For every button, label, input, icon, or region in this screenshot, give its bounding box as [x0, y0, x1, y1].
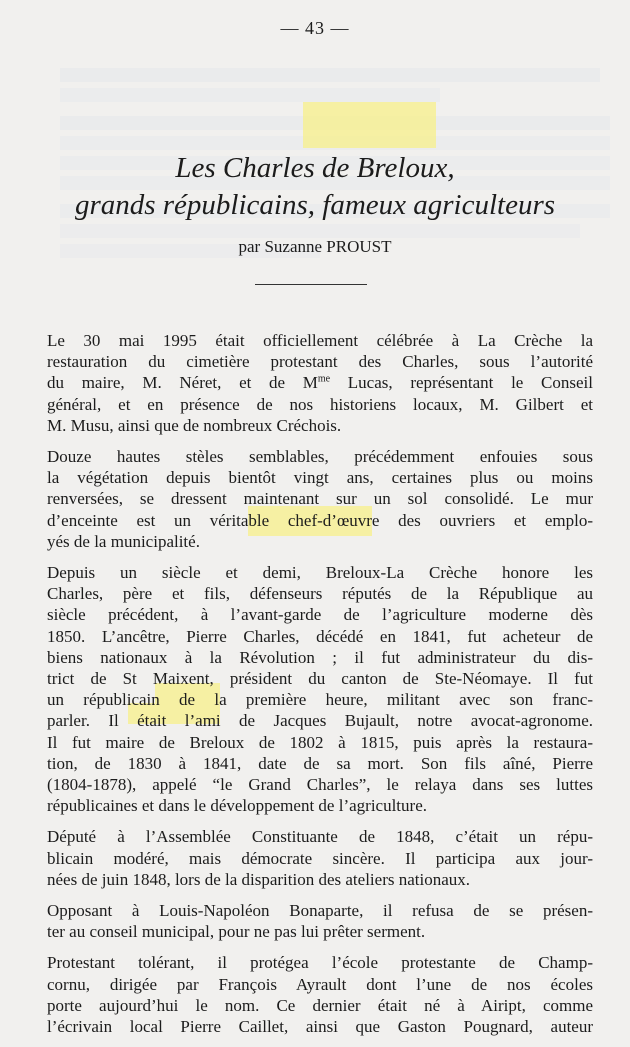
- title-divider: [255, 284, 367, 285]
- text-line: blicain modéré, mais démocrate sincère. Il participa aux jour-: [47, 848, 593, 868]
- text-line: Protestant tolérant, il protégea l’école protestante de Champ-: [47, 953, 593, 973]
- text-line: Opposant à Louis-Napoléon Bonaparte, il refusa de se présen-: [47, 901, 593, 921]
- text-line: l’écrivain local Pierre Caillet, ainsi que Gaston Pougnard, auteur: [47, 1017, 593, 1037]
- superscript: me: [317, 373, 331, 385]
- paragraph: [47, 446, 593, 552]
- text-line: ter au conseil municipal, pour ne pas lui prêter serment.: [47, 922, 426, 942]
- text-fragment: du maire, M. Néret, et de M: [47, 373, 318, 393]
- text-line: 1850. L’ancêtre, Pierre Charles, décédé en 1841, fut acheteur de: [47, 626, 593, 646]
- text-line: biens nationaux à la Révolution ; il fut administrateur du dis-: [47, 647, 593, 667]
- paragraph: [47, 952, 593, 1037]
- text-fragment: Lucas, représentant le Conseil: [330, 373, 593, 393]
- paragraph: [47, 900, 593, 942]
- paragraph: [47, 562, 593, 816]
- text-line: Le 30 mai 1995 était officiellement célébrée à La Crèche la: [47, 331, 593, 350]
- paragraph: [47, 826, 593, 890]
- article-title-line-1: Les Charles de Breloux,: [175, 152, 455, 184]
- text-line: cornu, dirigée par François Ayrault dont l’une de nos écoles: [47, 974, 593, 994]
- text-line: nées de juin 1848, lors de la disparition des ateliers nationaux.: [47, 869, 471, 889]
- text-line: (1804-1878), appelé “le Grand Charles”, le relaya dans ses luttes: [47, 775, 593, 795]
- text-line: la végétation depuis bientôt vingt ans, certaines plus ou moins: [47, 468, 593, 488]
- text-line: général, et en présence de nos historiens locaux, M. Gilbert et: [47, 394, 593, 414]
- text-line: Il fut maire de Breloux de 1802 à 1815, puis après la restaura-: [47, 732, 593, 752]
- text-line: siècle précédent, à l’avant-garde de l’agriculture moderne dès: [47, 605, 593, 625]
- text-line: yés de la municipalité.: [47, 531, 200, 551]
- text-line: trict de St Maixent, président du canton de Ste-Néomaye. Il fut: [47, 669, 593, 689]
- text-line: Depuis un siècle et demi, Breloux-La Crèche honore les: [47, 563, 593, 583]
- text-line: M. Musu, ainsi que de nombreux Créchois.: [47, 415, 342, 435]
- text-line: Député à l’Assemblée Constituante de 1848, c’était un répu-: [47, 827, 593, 847]
- highlight-mark: [303, 102, 436, 148]
- paragraph: [47, 330, 593, 436]
- text-line: renversées, se dressent maintenant sur un sol consolidé. Le mur: [47, 489, 593, 509]
- text-line: parler. Il était l’ami de Jacques Bujault, notre avocat-agronome.: [47, 711, 593, 731]
- text-line: Douze hautes stèles semblables, précédemment enfouies sous: [47, 447, 593, 467]
- byline: par Suzanne PROUST: [238, 237, 392, 256]
- text-line: d’enceinte est un véritable chef-d’œuvre des ouvriers et emplo-: [47, 510, 593, 530]
- text-line: restauration du cimetière protestant des Charles, sous l’autorité: [47, 352, 593, 372]
- text-line: un républicain de la première heure, militant avec son franc-: [47, 690, 593, 710]
- page-number: — 43 —: [280, 18, 350, 38]
- article-body: [47, 330, 593, 1047]
- text-line: porte aujourd’hui le nom. Ce dernier était né à Aiript, comme: [47, 995, 593, 1015]
- text-line: républicaines et dans le développement de l’agriculture.: [47, 796, 427, 816]
- article-title-line-2: grands républicains, fameux agriculteurs: [74, 189, 556, 221]
- text-line: [47, 372, 593, 393]
- text-line: Charles, père et fils, défenseurs réputés de la République au: [47, 584, 593, 604]
- text-line: tion, de 1830 à 1841, date de sa mort. Son fils aîné, Pierre: [47, 753, 593, 773]
